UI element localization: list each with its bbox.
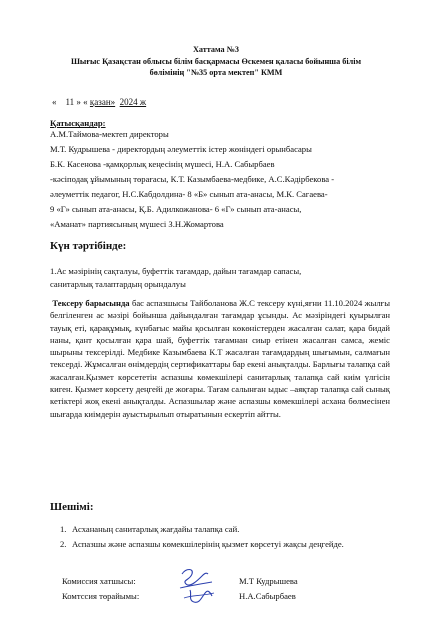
attendee-line: «Аманат» партиясының мүшесі З.Н.Жомартова [50, 219, 224, 229]
decision-list [52, 524, 382, 551]
attendee-line: 9 «Г» сынып ата-анасы, Қ.Б. Адилкожанова- 6 «Г» сынып ата-анасы, [50, 204, 302, 214]
findings-lead: Тексеру барысында [52, 298, 130, 308]
secretary-label: Комиссия хатшысы: [62, 576, 136, 586]
protocol-title: Хаттама №3 [192, 45, 239, 54]
chair-label: Комтссия төрайымы: [62, 591, 140, 601]
attendee-line: әлеуметтік педагог, Н.С.Кабдолдина- 8 «Б» сынып ата-анасы, М.К. Сагаева- [50, 189, 328, 199]
attendees-heading: Қатысқандар: [50, 118, 106, 128]
attendee-line: М.Т. Кудрышева - директордың әлеуметтік істер жөніндегі орынбасары [50, 144, 312, 154]
decision-heading: Шешімі: [50, 501, 94, 513]
attendee-line: А.М.Таймова-мектеп директоры [50, 129, 169, 139]
agenda-item-line-1: 1.Ас мәзірінің сақталуы, буфеттік тағамдар, дайын тағамдар сапасы, [50, 266, 302, 276]
organization-line-2: бөлімінің "№35 орта мектеп" КММ [149, 68, 283, 77]
findings-paragraph [50, 297, 390, 420]
findings-text: бас аспазшысы Тайболанова Ж.С тексеру күні,яғни 11.10.2024 жылғы белгіленген ас мәзірі бойынша дайындалған тағамдар ұсынды. Ас мәзіріндегі қуырылған тауық еті, қарақұмық, күнбағыс майы қосылған көкөністерден жасалған салат, қара бидай наны, қант қосылған қара шай, буфеттік тағамнан сиыр етінен жасалған самса, жеміс шырыны тексерілді. Медбике Казымбаева К.Т жасалған тағамдардың шығымын, салмағын тексерді. Жұмсалған өнімдердің сертификаттары бар екені анықталды. Барлығы талапқа сай жасалған.Қызмет көрсететін аспазшы көмекшілері санитарлық талапқа сай киім үлгісін киген. Қызмет көрсету деңгейі де жоғары. Тағам салынған ыдыс –аяқтар талапқа сай сынық кетіктері жоқ екені анықталды. Аспазшылар және аспазшы көмекшілері асхана бөлмесінен шығарда киімдерін ауыстырылып отыратынын ескертіп айтты. [50, 298, 390, 419]
handwritten-signature-icon [172, 562, 222, 607]
attendee-line: -кәсіподақ ұйымының төрағасы, К.Т. Казымбаева-медбике, А.С.Кәдірбекова - [50, 174, 335, 184]
secretary-name: М.Т Кудрышева [239, 576, 298, 586]
agenda-item-line-2: санитарлық талаптардың орындалуы [50, 279, 186, 289]
decision-item: 2. Аспазшы және аспазшы көмекшілерінің қызмет көрсетуі жақсы деңгейде. [60, 539, 344, 550]
agenda-heading: Күн тәртібінде: [50, 240, 127, 252]
protocol-date: « 11 » « қазан» 2024 ж [52, 97, 147, 107]
chair-name: Н.А.Сабырбаев [239, 591, 296, 601]
decision-item: 1. Асхананың санитарлық жағдайы талапқа сай. [60, 524, 240, 534]
attendee-line: Б.К. Касенова -қамқорлық кеңесінің мүшесі, Н.А. Сабырбаев [50, 159, 275, 169]
organization-line-1: Шығыс Қазақстан облысы білім басқармасы Өскемен қаласы бойынша білім [70, 57, 362, 66]
